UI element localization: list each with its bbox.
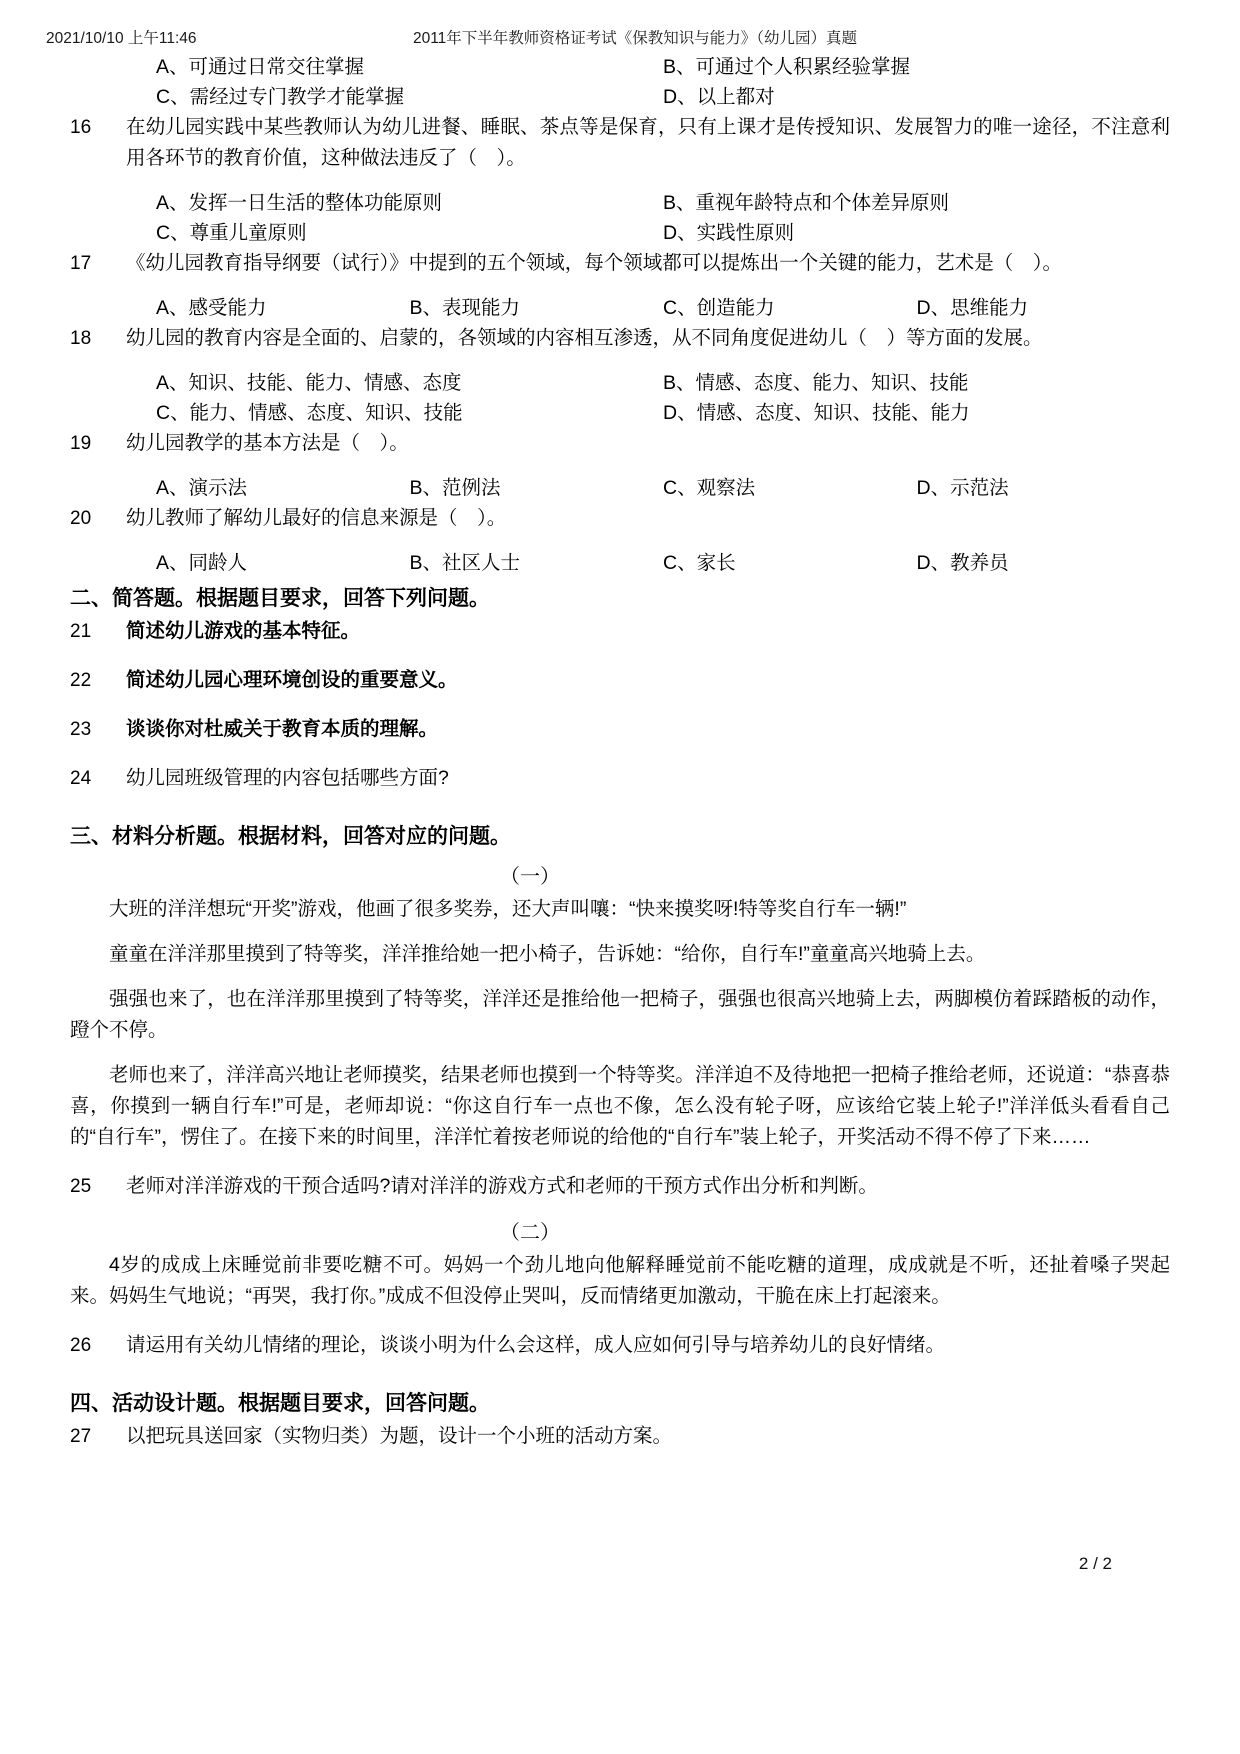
question-text: 简述幼儿园心理环境创设的重要意义。 xyxy=(126,669,458,691)
question-text: 老师对洋洋游戏的干预合适吗?请对洋洋的游戏方式和老师的干预方式作出分析和判断。 xyxy=(126,1175,878,1197)
option-d: D、以上都对 xyxy=(663,86,775,108)
question-text: 谈谈你对杜威关于教育本质的理解。 xyxy=(126,718,439,740)
question-text: 幼儿教师了解幼儿最好的信息来源是（ ）。 xyxy=(126,507,507,529)
design-question-27 xyxy=(70,1421,1170,1452)
question-text: 幼儿园班级管理的内容包括哪些方面? xyxy=(126,767,449,789)
question-text: 简述幼儿游戏的基本特征。 xyxy=(126,620,361,642)
header-title: 2011年下半年教师资格证考试《保教知识与能力》（幼儿园）真题 xyxy=(412,30,858,47)
section-four-heading: 四、活动设计题。根据题目要求，回答问题。 xyxy=(70,1392,490,1415)
option-c: C、能力、情感、态度、知识、技能 xyxy=(156,402,463,424)
option-a: A、发挥一日生活的整体功能原则 xyxy=(156,192,443,214)
question-18-options-row-1 xyxy=(70,368,1170,398)
material-one-paragraph-1: 大班的洋洋想玩“开奖”游戏，他画了很多奖券，还大声叫嚷：“快来摸奖呀!特等奖自行车一辆!” xyxy=(109,898,907,920)
option-c: C、尊重儿童原则 xyxy=(156,222,307,244)
question-number: 23 xyxy=(70,719,92,740)
option-b: B、表现能力 xyxy=(409,297,521,319)
question-17 xyxy=(70,248,1170,279)
question-19-options xyxy=(70,473,1170,503)
question-17-options xyxy=(70,293,1170,323)
header-date: 2021/10/10 上午11:46 xyxy=(46,30,197,47)
question-text: 以把玩具送回家（实物归类）为题，设计一个小班的活动方案。 xyxy=(126,1425,673,1447)
option-a: A、可通过日常交往掌握 xyxy=(156,56,365,78)
question-20 xyxy=(70,503,1170,534)
carryover-options-row-1 xyxy=(70,52,1170,82)
option-b: B、情感、态度、能力、知识、技能 xyxy=(663,372,969,394)
question-text: 《幼儿园教育指导纲要（试行）》中提到的五个领域，每个领域都可以提炼出一个关键的能力，艺术是（ ）。 xyxy=(126,252,1063,274)
option-d: D、思维能力 xyxy=(916,297,1029,319)
option-a: A、同龄人 xyxy=(156,552,248,574)
page-footer xyxy=(0,1554,1240,1574)
short-answer-21 xyxy=(70,616,1170,647)
material-one-paragraph-3: 强强也来了，也在洋洋那里摸到了特等奖，洋洋还是推给他一把椅子，强强也很高兴地骑上去，两脚模仿着踩踏板的动作，蹬个不停。 xyxy=(70,988,1170,1041)
document-content xyxy=(70,52,1170,1452)
option-a: A、感受能力 xyxy=(156,297,267,319)
option-d: D、实践性原则 xyxy=(663,222,795,244)
question-20-options xyxy=(70,548,1170,578)
question-number: 27 xyxy=(70,1426,92,1447)
option-a: A、知识、技能、能力、情感、态度 xyxy=(156,372,462,394)
question-number: 16 xyxy=(70,117,92,138)
material-two-paragraph-1: 4岁的成成上床睡觉前非要吃糖不可。妈妈一个劲儿地向他解释睡觉前不能吃糖的道理，成成就是不听，还扯着嗓子哭起来。妈妈生气地说；“再哭，我打你。”成成不但没停止哭叫，反而情绪更加激动，干脆在床上打起滚来。 xyxy=(70,1254,1170,1307)
question-18-options-row-2 xyxy=(70,398,1170,428)
analysis-question-25 xyxy=(70,1171,1170,1202)
option-b: B、范例法 xyxy=(409,477,501,499)
option-d: D、情感、态度、知识、技能、能力 xyxy=(663,402,970,424)
question-text: 在幼儿园实践中某些教师认为幼儿进餐、睡眠、茶点等是保育，只有上课才是传授知识、发展智力的唯一途径，不注意利用各环节的教育价值，这种做法违反了（ ）。 xyxy=(126,116,1170,169)
option-b: B、社区人士 xyxy=(409,552,521,574)
question-text: 幼儿园教学的基本方法是（ ）。 xyxy=(126,432,409,454)
question-number: 20 xyxy=(70,508,92,529)
analysis-question-26 xyxy=(70,1330,1170,1361)
question-text: 请运用有关幼儿情绪的理论，谈谈小明为什么会这样，成人应如何引导与培养幼儿的良好情绪。 xyxy=(126,1334,946,1356)
option-c: C、观察法 xyxy=(663,477,756,499)
question-number: 22 xyxy=(70,670,92,691)
material-one-paragraph-4: 老师也来了，洋洋高兴地让老师摸奖，结果老师也摸到一个特等奖。洋洋迫不及待地把一把椅子推给老师，还说道：“恭喜恭喜，你摸到一辆自行车!”可是，老师却说：“你这自行车一点也不像，怎么没有轮子呀，应该给它装上轮子!”洋洋低头看看自己的“自行车”，愣住了。在接下来的时间里，洋洋忙着按老师说的给他的“自行车”装上轮子，开奖活动不得不停了下来…… xyxy=(70,1064,1170,1148)
carryover-options-row-2 xyxy=(70,82,1170,112)
short-answer-23 xyxy=(70,714,1170,745)
option-c: C、创造能力 xyxy=(663,297,775,319)
question-16-options-row-1 xyxy=(70,188,1170,218)
question-text: 幼儿园的教育内容是全面的、启蒙的，各领域的内容相互渗透，从不同角度促进幼儿（ ）等方面的发展。 xyxy=(126,327,1043,349)
question-number: 24 xyxy=(70,768,92,789)
question-number: 26 xyxy=(70,1335,92,1356)
option-c: C、需经过专门教学才能掌握 xyxy=(156,86,405,108)
question-19 xyxy=(70,428,1170,459)
question-number: 18 xyxy=(70,328,92,349)
section-three-heading: 三、材料分析题。根据材料，回答对应的问题。 xyxy=(70,825,511,848)
option-b: B、重视年龄特点和个体差异原则 xyxy=(663,192,950,214)
short-answer-24 xyxy=(70,763,1170,794)
material-one-paragraph-2: 童童在洋洋那里摸到了特等奖，洋洋推给她一把小椅子，告诉她：“给你，自行车!”童童高兴地骑上去。 xyxy=(109,943,986,965)
material-two-label: （二） xyxy=(500,1222,560,1244)
option-a: A、演示法 xyxy=(156,477,248,499)
question-16-options-row-2 xyxy=(70,218,1170,248)
short-answer-22 xyxy=(70,665,1170,696)
question-number: 21 xyxy=(70,621,92,642)
page-header xyxy=(0,26,1240,48)
question-number: 19 xyxy=(70,433,92,454)
section-two-heading: 二、简答题。根据题目要求，回答下列问题。 xyxy=(70,587,490,610)
option-b: B、可通过个人积累经验掌握 xyxy=(663,56,911,78)
question-18 xyxy=(70,323,1170,354)
question-number: 17 xyxy=(70,253,92,274)
material-one-label: （一） xyxy=(500,866,560,888)
option-c: C、家长 xyxy=(663,552,736,574)
question-16 xyxy=(70,112,1170,174)
option-d: D、示范法 xyxy=(916,477,1009,499)
question-number: 25 xyxy=(70,1176,92,1197)
page-indicator: 2 / 2 xyxy=(1078,1554,1112,1573)
option-d: D、教养员 xyxy=(916,552,1009,574)
